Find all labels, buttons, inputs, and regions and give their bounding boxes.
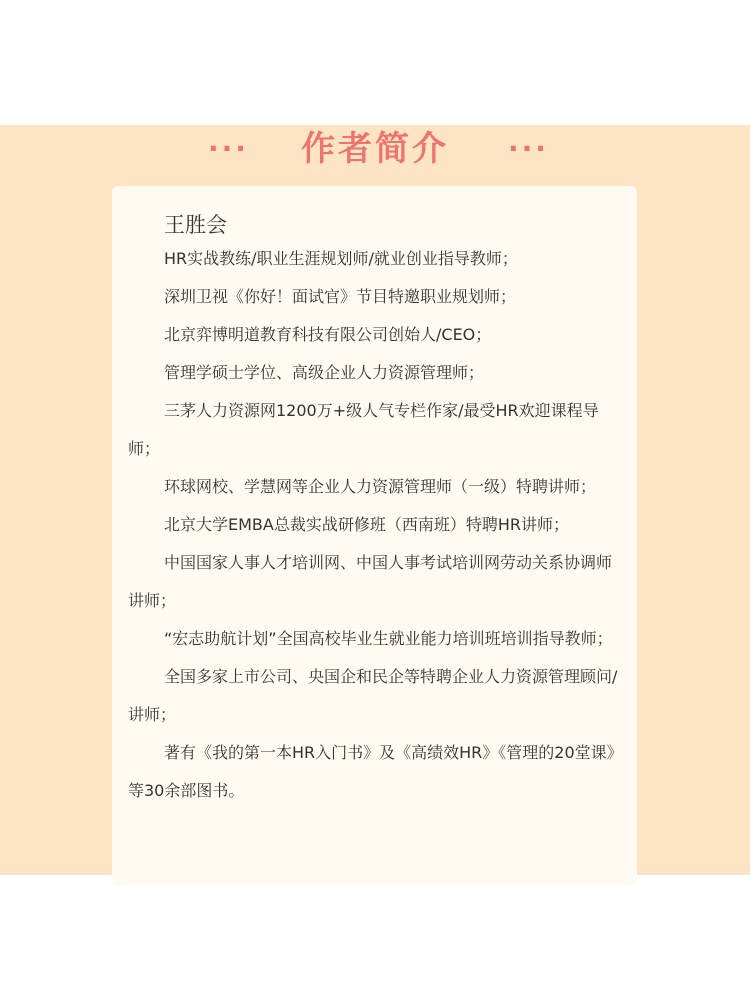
author-intro-card: [112, 186, 637, 886]
bio-line: 全国多家上市公司、央国企和民企等特聘企业人力资源管理顾问/讲师；: [128, 667, 618, 724]
author-name: 王胜会: [164, 213, 227, 237]
decorative-dots-right: ···: [508, 132, 549, 165]
bio-line: 三茅人力资源网1200万+级人气专栏作家/最受HR欢迎课程导师；: [128, 401, 599, 458]
section-header: [0, 125, 750, 185]
bio-line: 管理学硕士学位、高级企业人力资源管理师；: [164, 363, 485, 382]
bio-line: 深圳卫视《你好！面试官》节目特邀职业规划师；: [164, 287, 517, 306]
bio-line: 著有《我的第一本HR入门书》及《高绩效HR》《管理的20堂课》等30余部图书。: [128, 743, 615, 800]
bio-line: HR实战教练/职业生涯规划师/就业创业指导教师；: [164, 249, 518, 268]
bio-line: 北京大学EMBA总裁实战研修班（西南班）特聘HR讲师；: [164, 515, 569, 534]
bio-line: “宏志助航计划”全国高校毕业生就业能力培训班培训指导教师；: [164, 629, 613, 648]
bio-line: 环球网校、学慧网等企业人力资源管理师（一级）特聘讲师；: [164, 477, 597, 496]
decorative-dots-left: ···: [208, 132, 249, 165]
bio-line: 中国国家人事人才培训网、中国人事考试培训网劳动关系协调师讲师；: [128, 553, 613, 610]
section-title: 作者简介: [301, 129, 449, 169]
bio-line: 北京弈博明道教育科技有限公司创始人/CEO；: [164, 325, 492, 344]
